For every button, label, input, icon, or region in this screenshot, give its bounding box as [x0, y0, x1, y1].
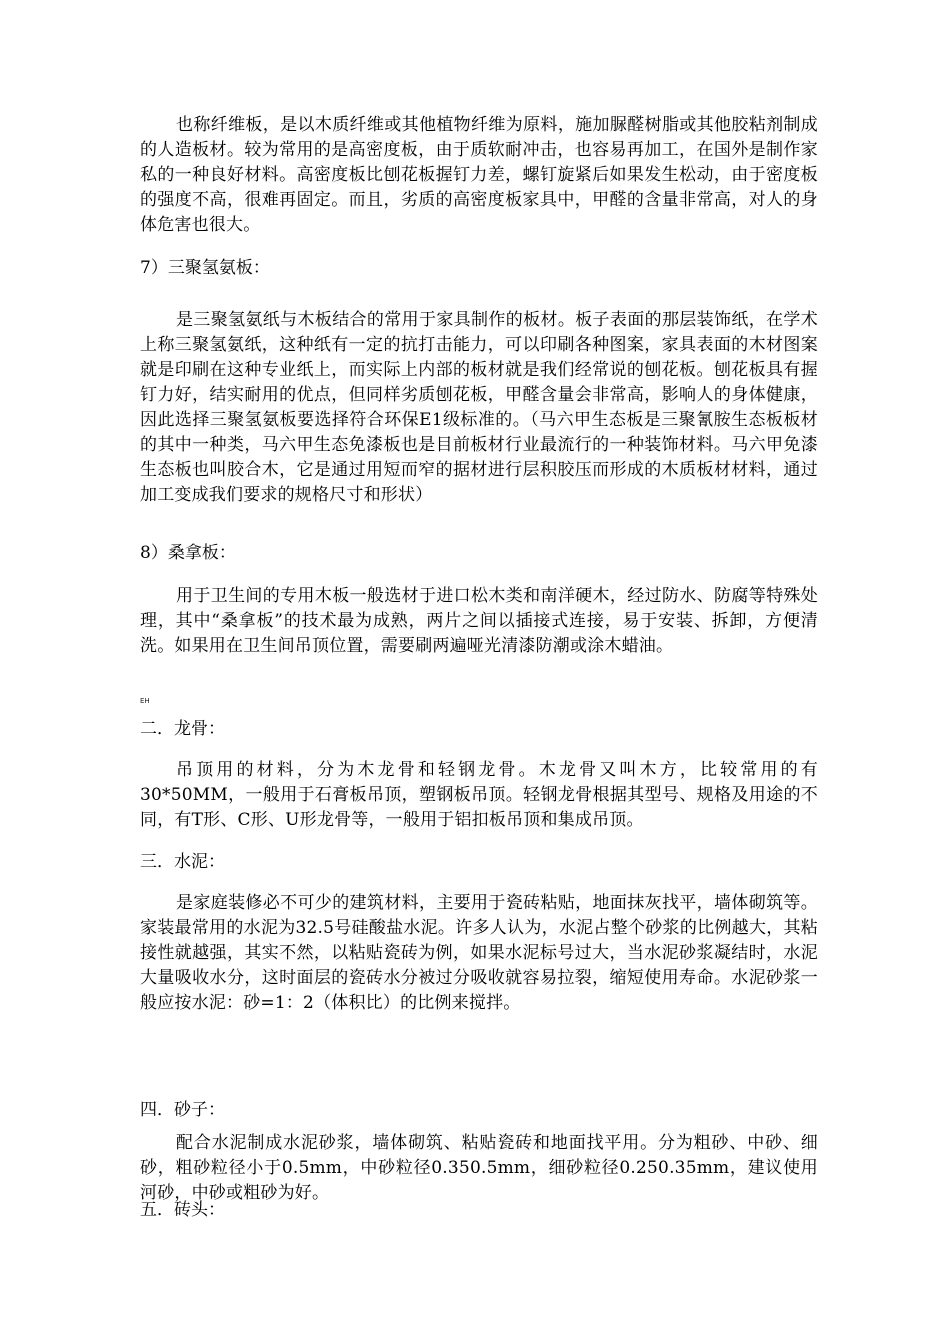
heading-sand: 四．砂子：: [140, 1100, 225, 1120]
section-marker: EH: [140, 697, 150, 705]
paragraph-sauna-board: 用于卫生间的专用木板一般选材于进口松木类和南洋硬木，经过防水、防腐等特殊处理，其中“桑拿板”的技术最为成熟，两片之间以插接式连接，易于安装、拆卸，方便清洗。如果用在卫生间吊顶位置，需要刷两遍哑光清漆防潮或涂木蜡油。: [140, 586, 818, 656]
paragraph-keel: 吊顶用的材料，分为木龙骨和轻钢龙骨。木龙骨又叫木方，比较常用的有30*50MM，一般用于石膏板吊顶，塑钢板吊顶。轻钢龙骨根据其型号、规格及用途的不同，有T形、C形、U形龙骨等，一般用于铝扣板吊顶和集成吊顶。: [140, 760, 818, 830]
heading-keel: 二．龙骨：: [140, 719, 225, 739]
paragraph-cement: 是家庭装修必不可少的建筑材料，主要用于瓷砖粘贴，地面抹灰找平，墙体砌筑等。家装最常用的水泥为32.5号硅酸盐水泥。许多人认为，水泥占整个砂浆的比例越大，其粘接性就越强，其实不然，以粘贴瓷砖为例，如果水泥标号过大，当水泥砂浆凝结时，水泥大量吸收水分，这时面层的瓷砖水分被过分吸收就容易拉裂，缩短使用寿命。水泥砂浆一般应按水泥：砂=1：2（体积比）的比例来搅拌。: [140, 893, 818, 1013]
paragraph-melamine-board: 是三聚氢氨纸与木板结合的常用于家具制作的板材。板子表面的那层装饰纸，在学术上称三聚氢氨纸，这种纸有一定的抗打击能力，可以印刷各种图案，家具表面的木材图案就是印刷在这种专业纸上，而实际上内部的板材就是我们经常说的刨花板。刨花板具有握钉力好，结实耐用的优点，但同样劣质刨花板，甲醛含量会非常高，影响人的身体健康，因此选择三聚氢氨板要选择符合环保E1级标准的。（马六甲生态板是三聚氰胺生态板板材的其中一种类，马六甲生态免漆板也是目前板材行业最流行的一种装饰材料。马六甲免漆生态板也叫胶合木，它是通过用短而窄的据材进行层积胶压而形成的木质板材材料，通过加工变成我们要求的规格尺寸和形状）: [140, 310, 818, 505]
heading-melamine-board: 7）三聚氢氨板：: [140, 258, 270, 278]
heading-brick: 五．砖头：: [140, 1200, 225, 1220]
paragraph-sand: 配合水泥制成水泥砂浆，墙体砌筑、粘贴瓷砖和地面找平用。分为粗砂、中砂、细砂，粗砂粒径小于0.5mm，中砂粒径0.350.5mm，细砂粒径0.250.35mm，建议使用河砂，中砂或粗砂为好。: [140, 1133, 818, 1203]
heading-sauna-board: 8）桑拿板：: [140, 543, 236, 563]
paragraph-fiberboard: 也称纤维板，是以木质纤维或其他植物纤维为原料，施加脲醛树脂或其他胶粘剂制成的人造板材。较为常用的是高密度板，由于质软耐冲击，也容易再加工，在国外是制作家私的一种良好材料。高密度板比刨花板握钉力差，螺钉旋紧后如果发生松动，由于密度板的强度不高，很难再固定。而且，劣质的高密度板家具中，甲醛的含量非常高，对人的身体危害也很大。: [140, 115, 818, 235]
heading-cement: 三．水泥：: [140, 852, 225, 872]
